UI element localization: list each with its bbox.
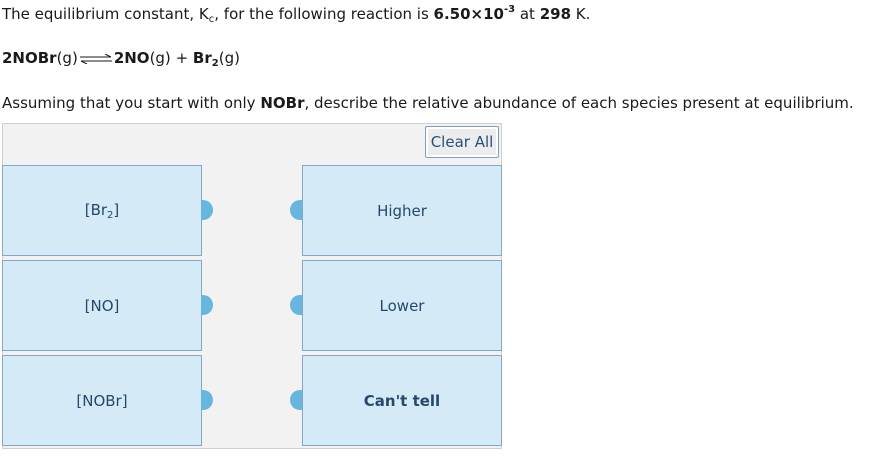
species-label: [NOBr]: [76, 391, 128, 410]
temperature-value: 298: [539, 5, 572, 23]
prompt-text-suffix: , describe the relative abundance of each species present at equilibrium.: [304, 94, 854, 112]
reactant-state: (g): [56, 49, 78, 67]
prompt-text: Assuming that you start with only: [2, 94, 261, 112]
equilibrium-arrow-icon: [79, 54, 113, 64]
product-br2-subscript: 2: [211, 58, 219, 69]
kc-subscript: c: [208, 14, 215, 25]
reactant: 2NOBr: [2, 49, 57, 67]
species-tile-br2[interactable]: [2, 165, 202, 256]
answer-label: Higher: [377, 201, 427, 220]
question-prompt: [2, 94, 854, 112]
product-no: 2NO: [113, 49, 150, 67]
plus-sign: +: [170, 49, 193, 67]
statement-at: at: [515, 5, 540, 23]
reaction-equation: [2, 49, 240, 69]
problem-statement: [2, 4, 590, 25]
kc-value: 6.50×10: [433, 5, 504, 23]
product-no-state: (g): [149, 49, 171, 67]
prompt-species: NOBr: [260, 94, 305, 112]
kc-exponent: -3: [503, 4, 516, 15]
statement-suffix: K.: [571, 5, 591, 23]
species-tile-no[interactable]: [2, 260, 202, 351]
species-tile-nobr[interactable]: [2, 355, 202, 446]
answer-label: Can't tell: [363, 391, 441, 410]
answer-tile-lower[interactable]: [302, 260, 502, 351]
answer-tile-higher[interactable]: [302, 165, 502, 256]
product-br2-state: (g): [218, 49, 240, 67]
product-br2: Br: [192, 49, 212, 67]
species-label: [NO]: [84, 296, 120, 315]
clear-all-button[interactable]: Clear All: [425, 126, 499, 158]
species-label: $[Br_2]$: [84, 200, 120, 221]
answer-label: Lower: [379, 296, 425, 315]
answer-tile-cant-tell[interactable]: [302, 355, 502, 446]
statement-text: The equilibrium constant, K: [2, 5, 209, 23]
statement-text-mid: , for the following reaction is: [214, 5, 434, 23]
